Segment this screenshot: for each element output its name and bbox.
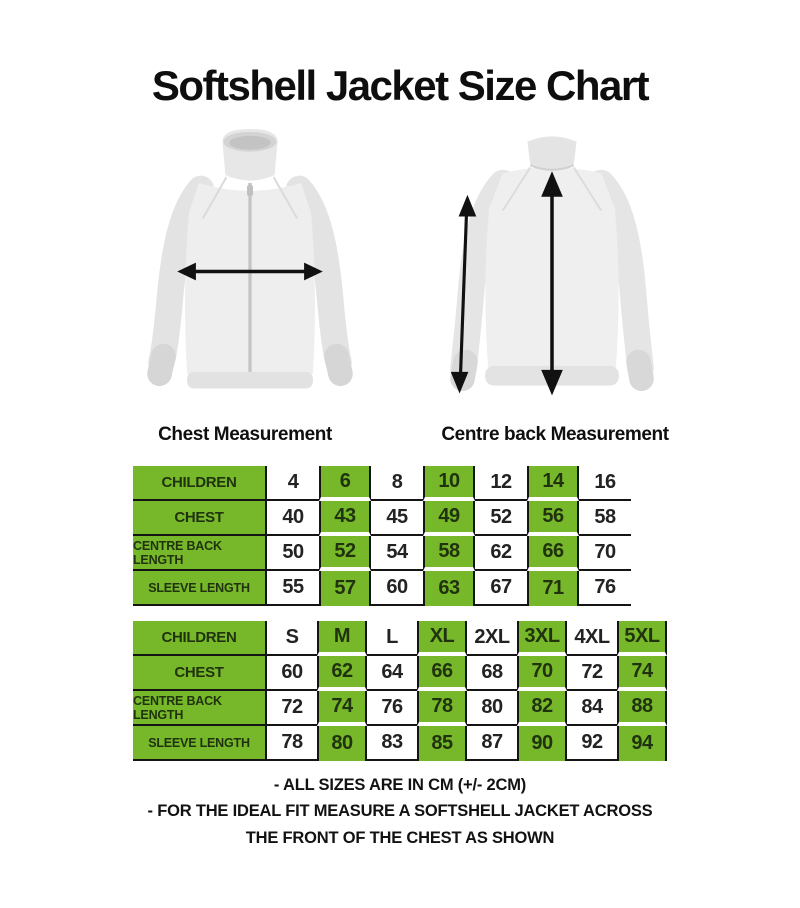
size-value-cell: 49 bbox=[423, 501, 475, 536]
row-label: CHILDREN bbox=[133, 466, 267, 501]
note-line: - FOR THE IDEAL FIT MEASURE A SOFTSHELL JACKET ACROSS THE FRONT OF THE CHEST AS SHOWN bbox=[147, 802, 653, 847]
size-value-cell: 88 bbox=[617, 691, 667, 726]
size-value-cell: 63 bbox=[423, 571, 475, 606]
size-value-cell: 70 bbox=[517, 656, 567, 691]
size-value-cell: 43 bbox=[319, 501, 371, 536]
size-value-cell: 84 bbox=[567, 691, 617, 726]
size-value-cell: 2XL bbox=[467, 621, 517, 656]
size-value-cell: 3XL bbox=[517, 621, 567, 656]
row-label: CENTRE BACK LENGTH bbox=[133, 691, 267, 726]
size-value-cell: 52 bbox=[319, 536, 371, 571]
row-label: SLEEVE LENGTH bbox=[133, 726, 267, 761]
jacket-back-image bbox=[422, 126, 682, 421]
size-value-cell: 66 bbox=[417, 656, 467, 691]
size-value-cell: 76 bbox=[367, 691, 417, 726]
size-value-cell: 5XL bbox=[617, 621, 667, 656]
row-label: SLEEVE LENGTH bbox=[133, 571, 267, 606]
size-value-cell: 58 bbox=[579, 501, 631, 536]
size-value-cell: 64 bbox=[367, 656, 417, 691]
size-value-cell: 10 bbox=[423, 466, 475, 501]
size-value-cell: 92 bbox=[567, 726, 617, 761]
back-measurement-label: Centre back Measurement bbox=[441, 424, 669, 445]
size-value-cell: 78 bbox=[417, 691, 467, 726]
size-value-cell: 60 bbox=[371, 571, 423, 606]
size-value-cell: 74 bbox=[317, 691, 367, 726]
size-value-cell: 12 bbox=[475, 466, 527, 501]
row-label: CHEST bbox=[133, 501, 267, 536]
row-label: CENTRE BACK LENGTH bbox=[133, 536, 267, 571]
note-line: - ALL SIZES ARE IN CM (+/- 2CM) bbox=[273, 776, 527, 794]
size-value-cell: 55 bbox=[267, 571, 319, 606]
size-value-cell: 71 bbox=[527, 571, 579, 606]
size-value-cell: 45 bbox=[371, 501, 423, 536]
size-value-cell: 94 bbox=[617, 726, 667, 761]
size-value-cell: 40 bbox=[267, 501, 319, 536]
size-value-cell: 80 bbox=[317, 726, 367, 761]
size-value-cell: M bbox=[317, 621, 367, 656]
size-value-cell: 4 bbox=[267, 466, 319, 501]
size-value-cell: 67 bbox=[475, 571, 527, 606]
size-value-cell: 68 bbox=[467, 656, 517, 691]
size-value-cell: 72 bbox=[267, 691, 317, 726]
size-value-cell: 80 bbox=[467, 691, 517, 726]
size-value-cell: 56 bbox=[527, 501, 579, 536]
size-value-cell: 14 bbox=[527, 466, 579, 501]
front-measurement-label: Chest Measurement bbox=[158, 424, 332, 445]
size-value-cell: 62 bbox=[475, 536, 527, 571]
size-value-cell: 70 bbox=[579, 536, 631, 571]
row-label: CHEST bbox=[133, 656, 267, 691]
size-value-cell: 50 bbox=[267, 536, 319, 571]
size-value-cell: 16 bbox=[579, 466, 631, 501]
size-value-cell: 83 bbox=[367, 726, 417, 761]
size-value-cell: 72 bbox=[567, 656, 617, 691]
size-value-cell: 76 bbox=[579, 571, 631, 606]
size-value-cell: 60 bbox=[267, 656, 317, 691]
page-title: Softshell Jacket Size Chart bbox=[151, 62, 649, 109]
size-value-cell: 66 bbox=[527, 536, 579, 571]
size-value-cell: 52 bbox=[475, 501, 527, 536]
size-value-cell: 54 bbox=[371, 536, 423, 571]
adult-size-table bbox=[133, 621, 667, 761]
size-value-cell: 58 bbox=[423, 536, 475, 571]
size-value-cell: S bbox=[267, 621, 317, 656]
size-value-cell: 4XL bbox=[567, 621, 617, 656]
size-value-cell: 57 bbox=[319, 571, 371, 606]
size-value-cell: 85 bbox=[417, 726, 467, 761]
size-value-cell: XL bbox=[417, 621, 467, 656]
notes bbox=[0, 772, 800, 851]
size-value-cell: 90 bbox=[517, 726, 567, 761]
size-value-cell: 8 bbox=[371, 466, 423, 501]
size-value-cell: 6 bbox=[319, 466, 371, 501]
size-value-cell: 78 bbox=[267, 726, 317, 761]
children-size-table bbox=[133, 466, 631, 606]
size-value-cell: 74 bbox=[617, 656, 667, 691]
size-value-cell: 87 bbox=[467, 726, 517, 761]
jacket-front-image bbox=[120, 126, 380, 421]
size-value-cell: 62 bbox=[317, 656, 367, 691]
row-label: CHILDREN bbox=[133, 621, 267, 656]
size-value-cell: 82 bbox=[517, 691, 567, 726]
size-value-cell: L bbox=[367, 621, 417, 656]
